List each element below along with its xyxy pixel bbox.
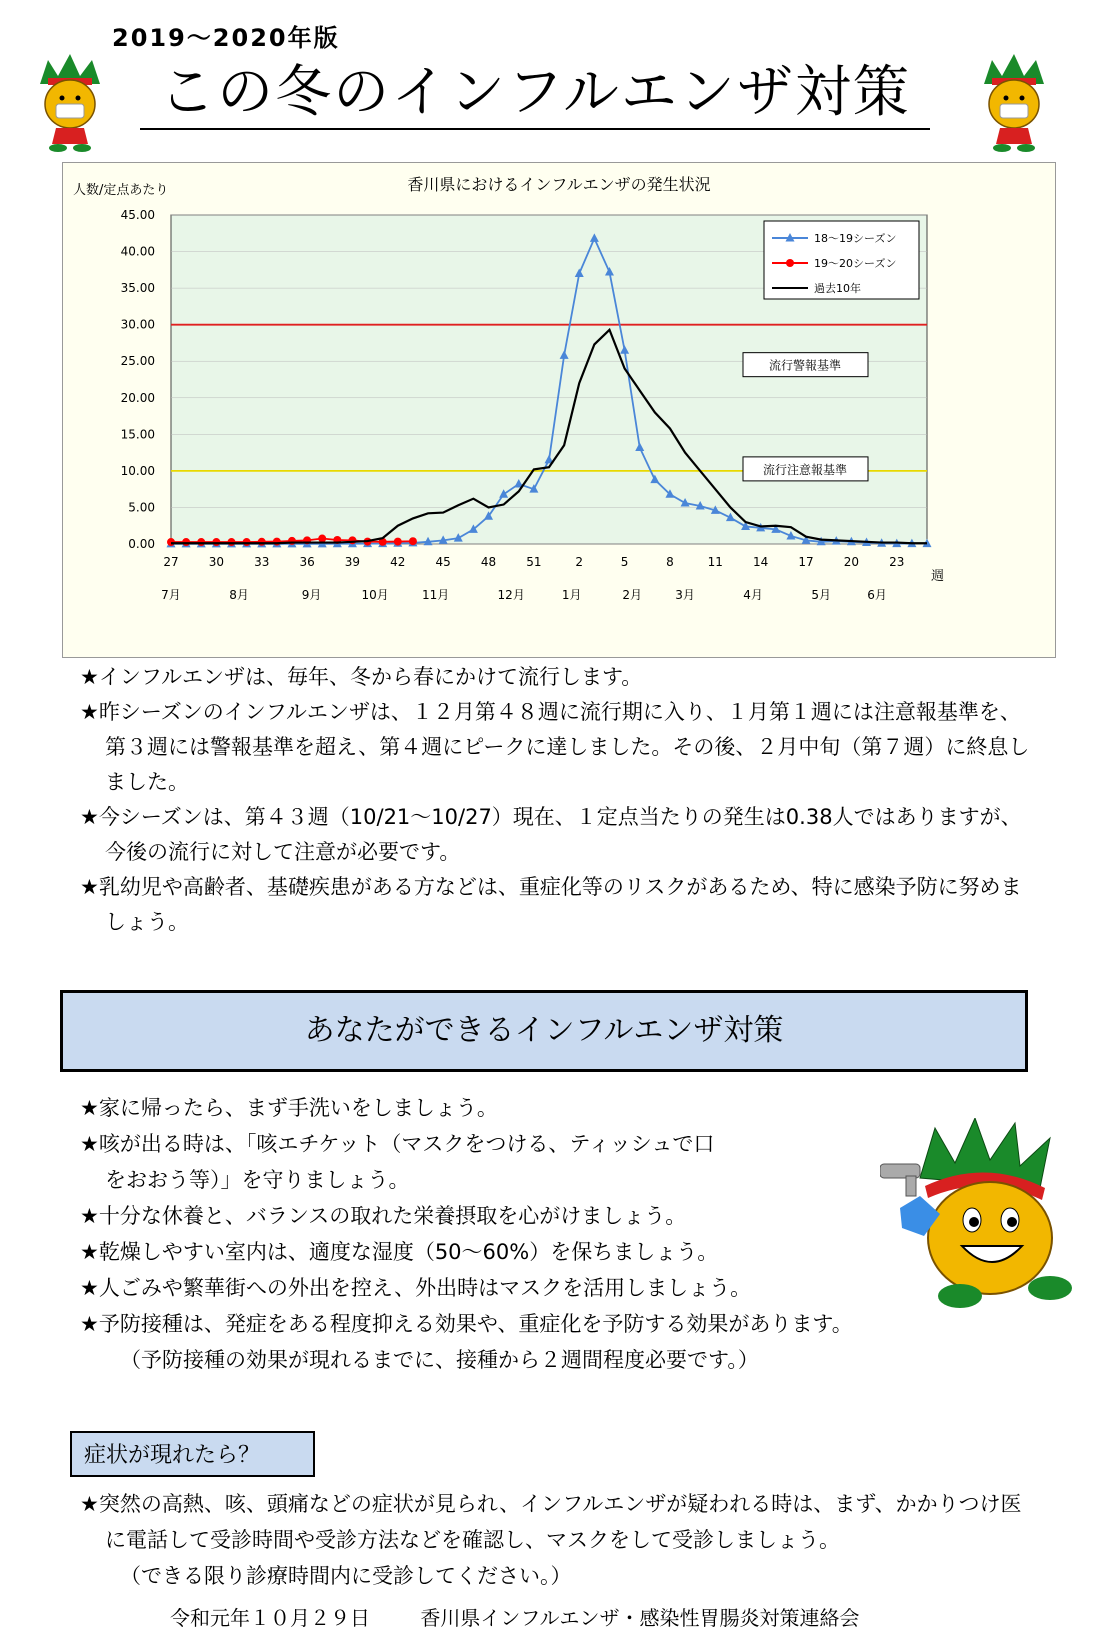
x-tick-label: 27 — [163, 555, 179, 569]
month-label: 3月 — [675, 588, 695, 602]
footer — [170, 1602, 904, 1631]
legend-marker — [786, 259, 794, 267]
x-tick-label: 2 — [575, 555, 584, 569]
measure-bullet: ★乾燥しやすい室内は、適度な湿度（50～60%）を保ちましょう。 — [80, 1240, 719, 1264]
y-tick-label: 10.00 — [120, 463, 155, 478]
series-point — [212, 538, 220, 546]
series-point — [167, 538, 175, 546]
legend-label: 18～19シーズン — [814, 232, 897, 245]
x-tick-label: 45 — [435, 555, 451, 569]
influenza-chart — [62, 162, 1056, 658]
x-tick-label: 17 — [798, 555, 814, 569]
x-axis-label: 週 — [931, 569, 945, 584]
x-tick-label: 30 — [208, 555, 225, 569]
month-label: 9月 — [301, 588, 322, 602]
series-point — [348, 536, 356, 544]
x-tick-label: 14 — [753, 555, 769, 569]
x-tick-label: 39 — [344, 555, 361, 569]
y-tick-label: 5.00 — [128, 500, 155, 515]
y-tick-label: 15.00 — [120, 427, 155, 442]
symptom-note: （できる限り診療時間内に受診してください。） — [120, 1564, 572, 1588]
series-point — [243, 538, 251, 546]
mascot-right-image — [974, 52, 1054, 152]
series-point — [227, 538, 235, 546]
measure-bullet: ★予防接種は、発症をある程度抑える効果や、重症化を予防する効果があります。 — [80, 1312, 853, 1336]
month-label: 7月 — [161, 588, 181, 602]
measure-bullet: ★人ごみや繁華街への外出を控え、外出時はマスクを活用しましょう。 — [80, 1276, 752, 1300]
x-tick-label: 5 — [620, 555, 629, 569]
measure-bullet: ★十分な休養と、バランスの取れた栄養摂取を心がけましょう。 — [80, 1204, 687, 1228]
month-label: 2月 — [622, 588, 642, 602]
x-tick-label: 48 — [480, 555, 497, 569]
y-tick-label: 40.00 — [120, 244, 155, 259]
x-tick-label: 20 — [843, 555, 860, 569]
symptoms-bullet-list — [80, 1486, 1040, 1594]
intro-bullet: ★乳幼児や高齢者、基礎疾患がある方などは、重症化等のリスクがあるため、特に感染予防に努めましょう。 — [80, 875, 1022, 934]
reference-label: 流行注意報基準 — [762, 462, 848, 477]
series-point — [273, 538, 281, 546]
x-tick-label: 23 — [889, 555, 905, 569]
month-label: 10月 — [361, 588, 389, 602]
series-point — [182, 538, 190, 546]
x-tick-label: 42 — [390, 555, 406, 569]
page-title: この冬のインフルエンザ対策 — [140, 58, 930, 130]
symptoms-heading: 症状が現れたら？ — [70, 1431, 315, 1477]
x-tick-label: 33 — [254, 555, 270, 569]
month-label: 12月 — [497, 588, 525, 602]
legend-label: 過去10年 — [814, 282, 861, 295]
month-label: 4月 — [743, 588, 763, 602]
month-label: 8月 — [229, 588, 249, 602]
x-tick-label: 36 — [299, 555, 315, 569]
month-label: 11月 — [421, 588, 450, 602]
legend-label: 19～20シーズン — [814, 257, 897, 270]
intro-bullet: ★インフルエンザは、毎年、冬から春にかけて流行します。 — [80, 665, 643, 689]
footer-date: 令和元年１０月２９日 — [170, 1606, 370, 1630]
x-tick-label: 8 — [666, 555, 674, 569]
month-label: 5月 — [811, 588, 831, 602]
y-tick-label: 45.00 — [120, 208, 155, 222]
series-point — [394, 538, 402, 546]
intro-bullet: ★今シーズンは、第４３週（10/21～10/27）現在、１定点当たりの発生は0.38人ではありますが、今後の流行に対して注意が必要です。 — [80, 805, 1022, 864]
symptom-bullet: ★突然の高熱、咳、頭痛などの症状が見られ、インフルエンザが疑われる時は、まず、かかりつけ医に電話して受診時間や受診方法などを確認し、マスクをして受診しましょう。 — [80, 1492, 1022, 1552]
footer-org: 香川県インフルエンザ・感染性胃腸炎対策連絡会 — [420, 1606, 860, 1630]
measures-heading: あなたができるインフルエンザ対策 — [60, 990, 1028, 1072]
series-point — [197, 538, 205, 546]
y-tick-label: 35.00 — [120, 281, 155, 296]
reference-label: 流行警報基準 — [768, 358, 842, 373]
chart-title: 香川県におけるインフルエンザの発生状況 — [407, 175, 711, 194]
edition-label: 2019～2020年版 — [112, 24, 340, 52]
chart-canvas — [63, 163, 1055, 657]
measure-note: （予防接種の効果が現れるまでに、接種から２週間程度必要です。） — [120, 1348, 759, 1372]
month-label: 6月 — [867, 588, 887, 602]
intro-bullet: ★昨シーズンのインフルエンザは、１２月第４８週に流行期に入り、１月第１週には注意報基準を、第３週には警報基準を超え、第４週にピークに達しました。その後、２月中旬（第７週）に終息しました。 — [80, 700, 1030, 794]
x-tick-label: 11 — [707, 555, 723, 569]
month-label: 1月 — [561, 588, 582, 602]
series-point — [258, 538, 266, 546]
y-tick-label: 20.00 — [120, 390, 155, 405]
mascot-left-image — [30, 52, 110, 152]
measure-bullet: ★家に帰ったら、まず手洗いをしましょう。 — [80, 1096, 498, 1120]
series-point — [409, 537, 417, 545]
handwashing-mascot-image — [880, 1118, 1080, 1318]
y-tick-label: 30.00 — [120, 317, 155, 332]
y-tick-label: 0.00 — [128, 537, 155, 551]
intro-bullet-list — [80, 660, 1040, 940]
series-point — [318, 535, 326, 543]
x-tick-label: 51 — [526, 555, 542, 569]
y-tick-label: 25.00 — [120, 354, 155, 369]
measure-bullet: ★咳が出る時は、「咳エチケット（マスクをつける、ティッシュで口をおおう等）」を守りましょう。 — [80, 1132, 715, 1192]
y-axis-label: 人数/定点あたり — [73, 183, 169, 198]
